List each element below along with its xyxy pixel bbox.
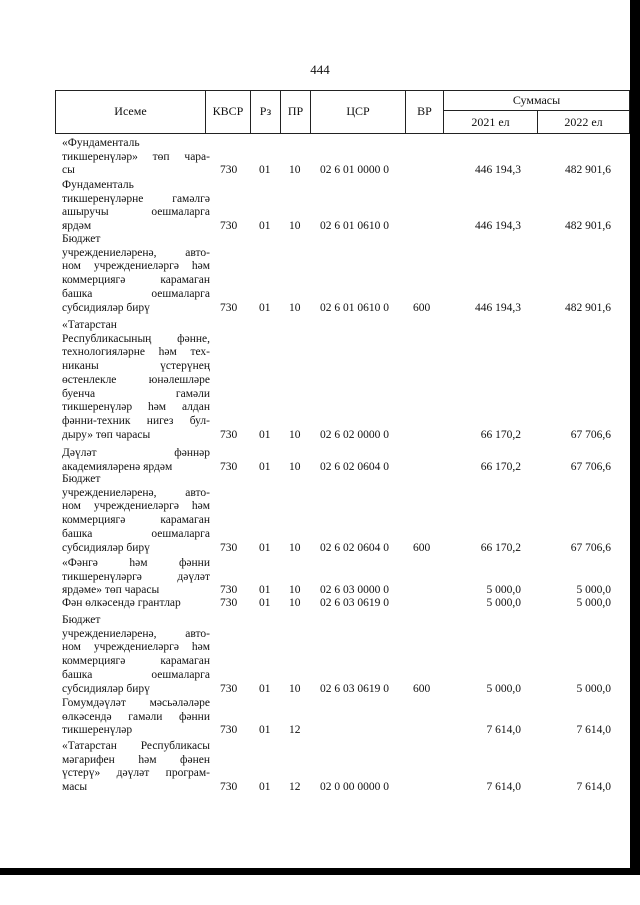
row-name <box>62 557 210 598</box>
cell-kvsr: 730 <box>220 220 238 233</box>
row-name-line: ярдәм <box>62 220 92 233</box>
cell-csr: 02 6 01 0610 0 <box>320 301 389 314</box>
row-name-line: Бюджет <box>62 473 101 485</box>
row-name-line: «Фундаменталь <box>62 137 140 149</box>
row-name-line: субсидияләр бирү <box>62 682 150 695</box>
row-name-line: башка оешмаларга <box>62 668 210 681</box>
row-name-line: дыру» төп чарасы <box>62 428 151 441</box>
row-name-line: никаны үстерүнең <box>62 360 210 373</box>
cell-y2022: 5 000,0 <box>576 597 611 609</box>
cell-rz: 01 <box>259 541 271 554</box>
row-name-line: Бюджет <box>62 614 101 626</box>
cell-y2022: 5 000,0 <box>576 584 611 597</box>
cell-pr: 10 <box>289 597 301 609</box>
cell-kvsr: 730 <box>220 584 238 597</box>
cell-vr: 600 <box>413 682 431 695</box>
cell-y2021: 66 170,2 <box>480 460 521 473</box>
cell-pr: 10 <box>289 164 301 177</box>
cell-rz: 01 <box>259 164 271 177</box>
row-name-line: масы <box>62 781 88 794</box>
cell-csr: 02 6 02 0604 0 <box>320 460 389 473</box>
row-name <box>62 740 210 795</box>
cell-kvsr: 730 <box>220 164 238 177</box>
cell-kvsr: 730 <box>220 724 238 737</box>
cell-csr: 02 6 03 0619 0 <box>320 597 389 609</box>
cell-y2022: 67 706,6 <box>570 428 611 441</box>
cell-rz: 01 <box>259 597 271 609</box>
cell-rz: 01 <box>259 724 271 737</box>
cell-kvsr: 730 <box>220 682 238 695</box>
row-name <box>62 137 210 178</box>
cell-y2021: 5 000,0 <box>486 597 521 609</box>
row-name-line: фәнни-техник нигез бул- <box>62 414 210 427</box>
cell-rz: 01 <box>259 428 271 441</box>
row-name-line: коммерциягә карамаган <box>62 514 210 527</box>
row-name-line: ашыручы оешмаларга <box>62 206 210 219</box>
row-name <box>62 473 210 555</box>
row-name-line: Фундаменталь <box>62 179 134 191</box>
row-name <box>62 614 210 696</box>
cell-y2022: 482 901,6 <box>565 301 611 314</box>
row-name-line: академияләренә ярдәм <box>62 460 173 473</box>
cell-csr: 02 6 03 0000 0 <box>320 584 389 597</box>
row-name-line: «Татарстан Республикасы <box>62 740 210 752</box>
row-name-line: коммерциягә карамаган <box>62 274 210 287</box>
cell-rz: 01 <box>259 682 271 695</box>
row-name-line: «Татарстан <box>62 319 117 331</box>
row-name-line: тикшеренүләр» төп чара- <box>62 150 210 163</box>
row-name-line: тикшеренүләрне гамәлгә <box>62 192 210 205</box>
row-name-line: Республикасының фәнне, <box>62 332 210 345</box>
row-name-line: сы <box>62 164 75 177</box>
cell-y2021: 446 194,3 <box>475 220 521 233</box>
cell-kvsr: 730 <box>220 781 238 794</box>
header-name: Исеме <box>114 104 147 118</box>
row-name-line: ном учреждениеләргә һәм <box>62 641 210 654</box>
row-name-line: «Фәнгә һәм фәнни <box>62 557 210 569</box>
cell-rz: 01 <box>259 781 271 794</box>
header-csr: ЦСР <box>346 104 370 118</box>
cell-csr: 02 6 02 0000 0 <box>320 428 389 441</box>
row-name-line: Дәүләт фәннәр <box>62 447 210 459</box>
row-name-line: учреждениеләренә, авто- <box>62 627 210 640</box>
header-2021: 2021 ел <box>471 114 510 129</box>
row-name-line: Гомумдәүләт мәсьәләләре <box>62 697 210 709</box>
header-rz: Рз <box>259 104 272 118</box>
cell-y2021: 446 194,3 <box>475 301 521 314</box>
row-name-line: тикшеренүләр һәм алдан <box>62 401 210 414</box>
cell-y2021: 7 614,0 <box>486 724 521 737</box>
cell-pr: 10 <box>289 584 301 597</box>
header-vr: ВР <box>417 104 432 118</box>
cell-pr: 12 <box>289 781 301 794</box>
cell-y2021: 5 000,0 <box>486 584 521 597</box>
row-name-line: субсидияләр бирү <box>62 301 150 314</box>
cell-csr: 02 6 03 0619 0 <box>320 682 389 695</box>
cell-rz: 01 <box>259 584 271 597</box>
page-number: 444 <box>310 62 330 77</box>
cell-y2022: 482 901,6 <box>565 164 611 177</box>
row-name-line: учреждениеләренә, авто- <box>62 246 210 259</box>
cell-pr: 12 <box>289 724 301 737</box>
cell-csr: 02 6 01 0610 0 <box>320 220 389 233</box>
cell-pr: 10 <box>289 460 301 473</box>
scan-edge-right <box>630 0 640 875</box>
cell-kvsr: 730 <box>220 460 238 473</box>
cell-vr: 600 <box>413 541 431 554</box>
cell-pr: 10 <box>289 541 301 554</box>
cell-y2022: 5 000,0 <box>576 682 611 695</box>
cell-y2021: 446 194,3 <box>475 164 521 177</box>
cell-y2022: 67 706,6 <box>570 541 611 554</box>
cell-kvsr: 730 <box>220 597 238 609</box>
header-2022: 2022 ел <box>564 114 603 129</box>
cell-kvsr: 730 <box>220 301 238 314</box>
row-name <box>62 319 210 442</box>
row-name <box>62 447 210 474</box>
row-name-line: ярдәме» төп чарасы <box>62 584 160 597</box>
row-name <box>62 597 210 611</box>
cell-pr: 10 <box>289 428 301 441</box>
row-name-line: ном учреждениеләргә һәм <box>62 260 210 273</box>
cell-y2022: 482 901,6 <box>565 220 611 233</box>
cell-pr: 10 <box>289 301 301 314</box>
cell-kvsr: 730 <box>220 541 238 554</box>
cell-y2021: 7 614,0 <box>486 781 521 794</box>
cell-pr: 10 <box>289 682 301 695</box>
row-name-line: Бюджет <box>62 233 101 245</box>
row-name-line: субсидияләр бирү <box>62 541 150 554</box>
row-name-line: мәгарифен һәм фәнен <box>62 753 210 766</box>
row-name-line: башка оешмаларга <box>62 287 210 300</box>
row-name-line: учреждениеләренә, авто- <box>62 486 210 499</box>
cell-csr: 02 6 02 0604 0 <box>320 541 389 554</box>
row-name-line: технологияләрне һәм тех- <box>62 346 210 359</box>
cell-y2021: 66 170,2 <box>480 541 521 554</box>
cell-rz: 01 <box>259 460 271 473</box>
cell-kvsr: 730 <box>220 428 238 441</box>
cell-y2022: 7 614,0 <box>576 781 611 794</box>
cell-rz: 01 <box>259 220 271 233</box>
cell-pr: 10 <box>289 220 301 233</box>
row-name-line: буенча гамәли <box>62 387 210 400</box>
scan-edge-bottom <box>0 868 640 875</box>
row-name-line: тикшеренүләргә дәүләт <box>62 570 210 583</box>
cell-csr: 02 0 00 0000 0 <box>320 781 389 794</box>
cell-rz: 01 <box>259 301 271 314</box>
row-name-line: өлкәсендә гамәли фәнни <box>62 710 210 723</box>
row-name-line: коммерциягә карамаган <box>62 655 210 668</box>
row-name-line: Фән өлкәсендә грантлар <box>62 597 181 609</box>
header-kvsr: КВСР <box>212 104 244 118</box>
header-sums: Суммасы <box>512 92 561 107</box>
header-pr: ПР <box>287 104 304 118</box>
row-name <box>62 697 210 738</box>
row-name-line: үстерү» дәүләт програм- <box>62 767 210 780</box>
row-name-line: башка оешмаларга <box>62 527 210 540</box>
row-name-line: ном учреждениеләргә һәм <box>62 500 210 513</box>
row-name <box>62 179 210 234</box>
cell-vr: 600 <box>413 301 431 314</box>
row-name <box>62 233 210 315</box>
row-name-line: өстенлекле юнәлешләре <box>62 373 210 386</box>
row-name-line: тикшеренүләр <box>62 724 133 737</box>
cell-y2022: 67 706,6 <box>570 460 611 473</box>
cell-y2022: 7 614,0 <box>576 724 611 737</box>
cell-y2021: 66 170,2 <box>480 428 521 441</box>
cell-csr: 02 6 01 0000 0 <box>320 164 389 177</box>
cell-y2021: 5 000,0 <box>486 682 521 695</box>
